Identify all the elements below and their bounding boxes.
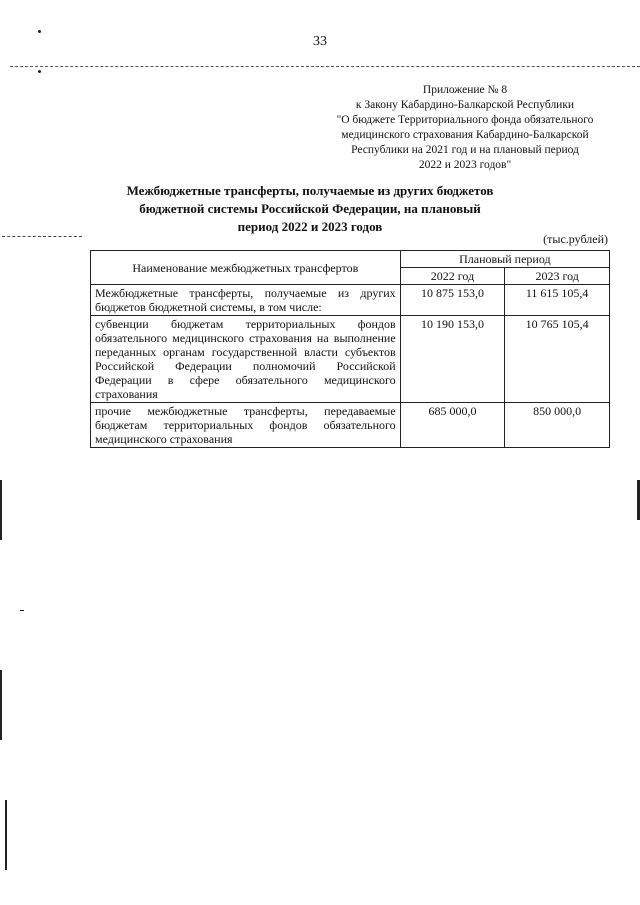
appendix-line: "О бюджете Территориального фонда обязательного xyxy=(336,114,594,126)
table-row xyxy=(91,316,610,403)
scan-artifact-rule xyxy=(2,236,82,237)
scan-artifact-dot xyxy=(38,70,41,73)
row-value-2023: 10 765 105,4 xyxy=(505,316,610,403)
title-line: период 2022 и 2023 годов xyxy=(237,219,383,234)
scan-artifact-dot xyxy=(38,30,41,33)
appendix-line: 2022 и 2023 годов" xyxy=(418,159,512,171)
scan-artifact-mark xyxy=(5,800,7,870)
appendix-line: Приложение № 8 xyxy=(422,84,508,96)
row-value-2023: 11 615 105,4 xyxy=(505,285,610,316)
column-header-2023: 2023 год xyxy=(505,268,610,285)
document-title xyxy=(120,182,500,236)
row-name: прочие межбюджетные трансферты, передаваемые бюджетам территориальных фондов обязательного медицинского страхования xyxy=(91,403,401,448)
row-name: Межбюджетные трансферты, получаемые из других бюджетов бюджетной системы, в том числе: xyxy=(91,285,401,316)
header-rule xyxy=(10,66,640,67)
title-line: бюджетной системы Российской Федерации, на плановый xyxy=(139,201,481,216)
table-row xyxy=(91,403,610,448)
table-row xyxy=(91,285,610,316)
scan-artifact-mark xyxy=(20,610,24,611)
appendix-line: медицинского страхования Кабардино-Балкарской xyxy=(341,129,589,141)
appendix-line: Республики на 2021 год и на плановый период xyxy=(351,144,579,156)
row-value-2023: 850 000,0 xyxy=(505,403,610,448)
row-value-2022: 10 190 153,0 xyxy=(400,316,505,403)
column-header-name: Наименование межбюджетных трансфертов xyxy=(91,251,401,285)
appendix-reference xyxy=(300,83,630,173)
title-line: Межбюджетные трансферты, получаемые из других бюджетов xyxy=(126,183,494,198)
scan-artifact-mark xyxy=(0,670,2,740)
row-name: субвенции бюджетам территориальных фондов обязательного медицинского страхования на выполнение переданных органам государственной власти субъектов Российской Федерации полномочий Российской Федерации в сфере обязательного медицинского страхования xyxy=(91,316,401,403)
page-number: 33 xyxy=(313,34,327,49)
scan-artifact-mark xyxy=(0,480,2,540)
column-header-period: Плановый период xyxy=(400,251,609,268)
units-label: (тыс.рублей) xyxy=(543,232,608,246)
row-value-2022: 10 875 153,0 xyxy=(400,285,505,316)
column-header-2022: 2022 год xyxy=(400,268,505,285)
appendix-line: к Закону Кабардино-Балкарской Республики xyxy=(355,99,575,111)
transfers-table xyxy=(90,250,610,448)
row-value-2022: 685 000,0 xyxy=(400,403,505,448)
